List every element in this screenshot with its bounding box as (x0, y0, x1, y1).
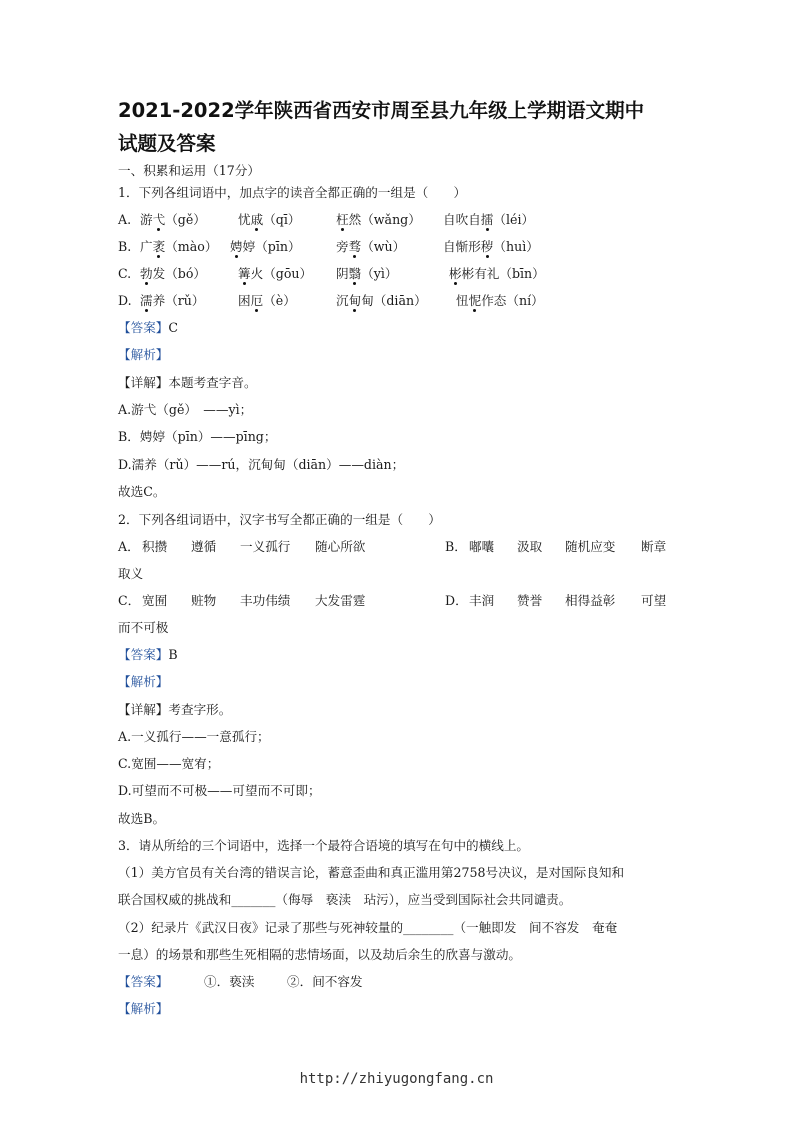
option-item: 赞誉 (517, 593, 543, 608)
q1-option-a (118, 211, 678, 231)
option-item: 遵循 (191, 539, 217, 554)
option-item: 丰功伟绩 (240, 593, 291, 608)
q2-analysis-tag: 【解析】 (118, 674, 169, 689)
option-item: 可望 (641, 593, 667, 608)
q2-options-ab (118, 538, 678, 558)
option-item: 娉婷（pīn） (230, 239, 301, 254)
option-label: A． (118, 539, 140, 554)
option-item: 宽囿 (142, 593, 168, 608)
option-item: 枉然（wǎng） (336, 212, 421, 227)
q3-paragraph-1-continued: 联合国权威的挑战和_______（侮辱 亵渎 玷污），应当受到国际社会共同谴责。 (118, 892, 572, 907)
answer-value: B (168, 647, 178, 662)
option-item: 汲取 (517, 539, 543, 554)
option-item: 积攒 (142, 539, 168, 554)
q2-detail (118, 701, 231, 719)
answer-tag: 【答案】 (118, 974, 169, 989)
option-item: 忸怩作态（ní） (456, 293, 544, 308)
q1-detail-line: A.游弋（gě） ——yì； (118, 402, 253, 417)
q1-stem: 1．下列各组词语中，加点字的读音全都正确的一组是（ ） (118, 185, 467, 200)
option-label: A. (118, 212, 132, 227)
q1-analysis-tag: 【解析】 (118, 347, 169, 362)
title-line-2: 试题及答案 (118, 132, 216, 155)
option-item: 濡养（rǔ） (140, 293, 205, 308)
q3-stem: 3．请从所给的三个词语中，选择一个最符合语境的填写在句中的横线上。 (118, 838, 530, 853)
option-item: 随心所欲 (315, 539, 366, 554)
option-item: 一义孤行 (240, 539, 291, 554)
q2-option-b-continued: 取义 (118, 566, 144, 581)
answer-value: ②．间不容发 (287, 974, 363, 989)
option-item: 赃物 (191, 593, 217, 608)
option-item: 忧戚（qī） (238, 212, 301, 227)
q1-detail-line: D.濡养（rǔ）——rú，沉甸甸（diān）——diàn； (118, 457, 405, 472)
option-item: 自吹自擂（léi） (443, 212, 535, 227)
q2-detail-line: 故选B。 (118, 811, 166, 826)
option-label: B． (445, 539, 467, 554)
option-item: 丰润 (469, 593, 495, 608)
section-heading: 一、积累和运用（17分） (118, 163, 260, 178)
answer-value: C (168, 320, 179, 335)
option-item: 自惭形秽（huì） (443, 239, 539, 254)
option-label: D. (118, 293, 132, 308)
option-label: B. (118, 239, 132, 254)
q1-option-b (118, 238, 678, 258)
option-item: 广袤（mào） (140, 239, 218, 254)
q2-detail-line: D.可望而不可极——可望而不可即； (118, 783, 321, 798)
q1-option-c (118, 265, 678, 285)
detail-tag: 【详解】 (118, 375, 169, 390)
q3-analysis-tag: 【解析】 (118, 1001, 169, 1016)
option-item: 沉甸甸（diān） (336, 293, 427, 308)
option-item: 随机应变 (565, 539, 616, 554)
q1-detail-line: 故选C。 (118, 484, 166, 499)
q1-option-d (118, 292, 678, 312)
option-item: 彬彬有礼（bīn） (449, 266, 545, 281)
option-label: C. (118, 266, 132, 281)
detail-tag: 【详解】 (118, 702, 169, 717)
option-item: 困厄（è） (238, 293, 296, 308)
q3-answer (118, 973, 418, 993)
detail-text: 考查字形。 (168, 702, 232, 717)
answer-value: ①．亵渎 (204, 974, 255, 989)
q2-option-d-continued: 而不可极 (118, 620, 169, 635)
option-item: 旁骛（wù） (336, 239, 406, 254)
option-item: 游弋（gě） (140, 212, 206, 227)
answer-tag: 【答案】 (118, 320, 169, 335)
option-item: 阴翳（yì） (336, 266, 398, 281)
option-item: 嘟囔 (469, 539, 495, 554)
footer-url: http://zhiyugongfang.cn (299, 1071, 494, 1087)
option-label: C． (118, 593, 141, 608)
q1-detail (118, 374, 257, 392)
q3-paragraph-2-continued: 一息）的场景和那些生死相隔的悲情场面，以及劫后余生的欣喜与激动。 (118, 947, 521, 962)
option-item: 相得益彰 (565, 593, 616, 608)
answer-tag: 【答案】 (118, 647, 169, 662)
option-item: 大发雷霆 (315, 593, 366, 608)
q2-stem: 2．下列各组词语中，汉字书写全都正确的一组是（ ） (118, 512, 441, 527)
option-label: D． (445, 593, 468, 608)
q2-options-cd (118, 592, 678, 612)
option-item: 篝火（gōu） (238, 266, 313, 281)
title-line-1: 2021-2022学年陕西省西安市周至县九年级上学期语文期中 (118, 99, 645, 122)
q2-answer (118, 646, 178, 664)
q3-paragraph-1: （1）美方官员有关台湾的错误言论，蓄意歪曲和真正滥用第2758号决议，是对国际良知和 (118, 865, 625, 880)
q2-detail-line: C.宽囿——宽宥； (118, 756, 220, 771)
option-item: 勃发（bó） (140, 266, 207, 281)
document-title (118, 94, 698, 160)
q2-detail-line: A.一义孤行——一意孤行； (118, 729, 270, 744)
q1-detail-line: B．娉婷（pīn）——pīng； (118, 429, 277, 444)
q1-answer (118, 319, 178, 337)
q3-paragraph-2: （2）纪录片《武汉日夜》记录了那些与死神较量的________（一触即发 间不容发 奄奄 (118, 920, 618, 935)
detail-text: 本题考查字音。 (168, 375, 257, 390)
option-item: 断章 (641, 539, 667, 554)
